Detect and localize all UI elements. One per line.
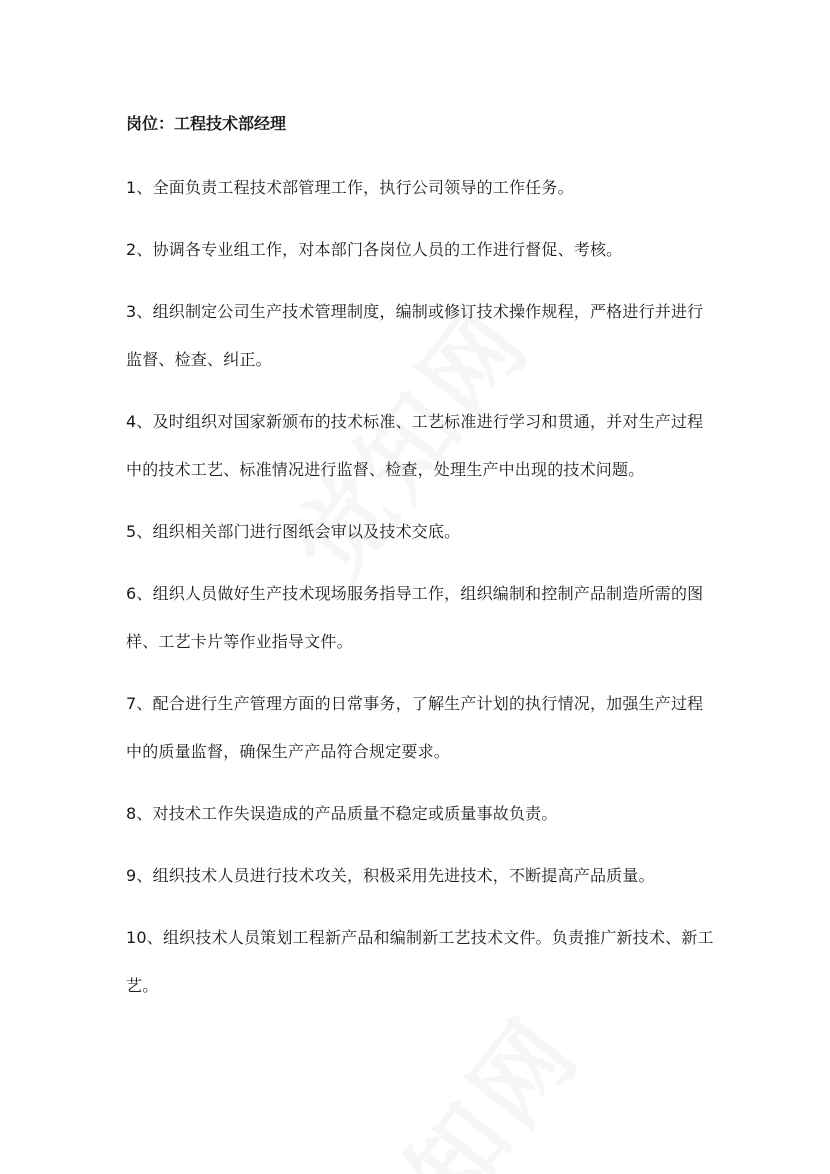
duty-item: 6、组织人员做好生产技术现场服务指导工作，组织编制和控制产品制造所需的图样、工艺卡片等作业指导文件。 [126, 584, 704, 651]
duty-item: 1、全面负责工程技术部管理工作，执行公司领导的工作任务。 [126, 178, 574, 197]
duty-item: 3、组织制定公司生产技术管理制度，编制或修订技术操作规程，严格进行并进行监督、检查、纠正。 [126, 302, 704, 369]
duty-item: 9、组织技术人员进行技术攻关，积极采用先进技术，不断提高产品质量。 [126, 866, 655, 885]
duty-item: 2、协调各专业组工作，对本部门各岗位人员的工作进行督促、考核。 [126, 240, 623, 259]
document-body [126, 110, 716, 1024]
duty-item: 10、组织技术人员策划工程新产品和编制新工艺技术文件。负责推广新技术、新工艺。 [126, 928, 714, 995]
duty-item: 5、组织相关部门进行图纸会审以及技术交底。 [126, 522, 461, 541]
duty-item: 7、配合进行生产管理方面的日常事务，了解生产计划的执行情况，加强生产过程中的质量监督，确保生产产品符合规定要求。 [126, 694, 704, 761]
document-title: 岗位：工程技术部经理 [126, 114, 287, 133]
duty-item: 8、对技术工作失误造成的产品质量不稳定或质量事故负责。 [126, 804, 558, 823]
duty-item: 4、及时组织对国家新颁布的技术标准、工艺标准进行学习和贯通，并对生产过程中的技术工艺、标准情况进行监督、检查，处理生产中出现的技术问题。 [126, 412, 704, 479]
